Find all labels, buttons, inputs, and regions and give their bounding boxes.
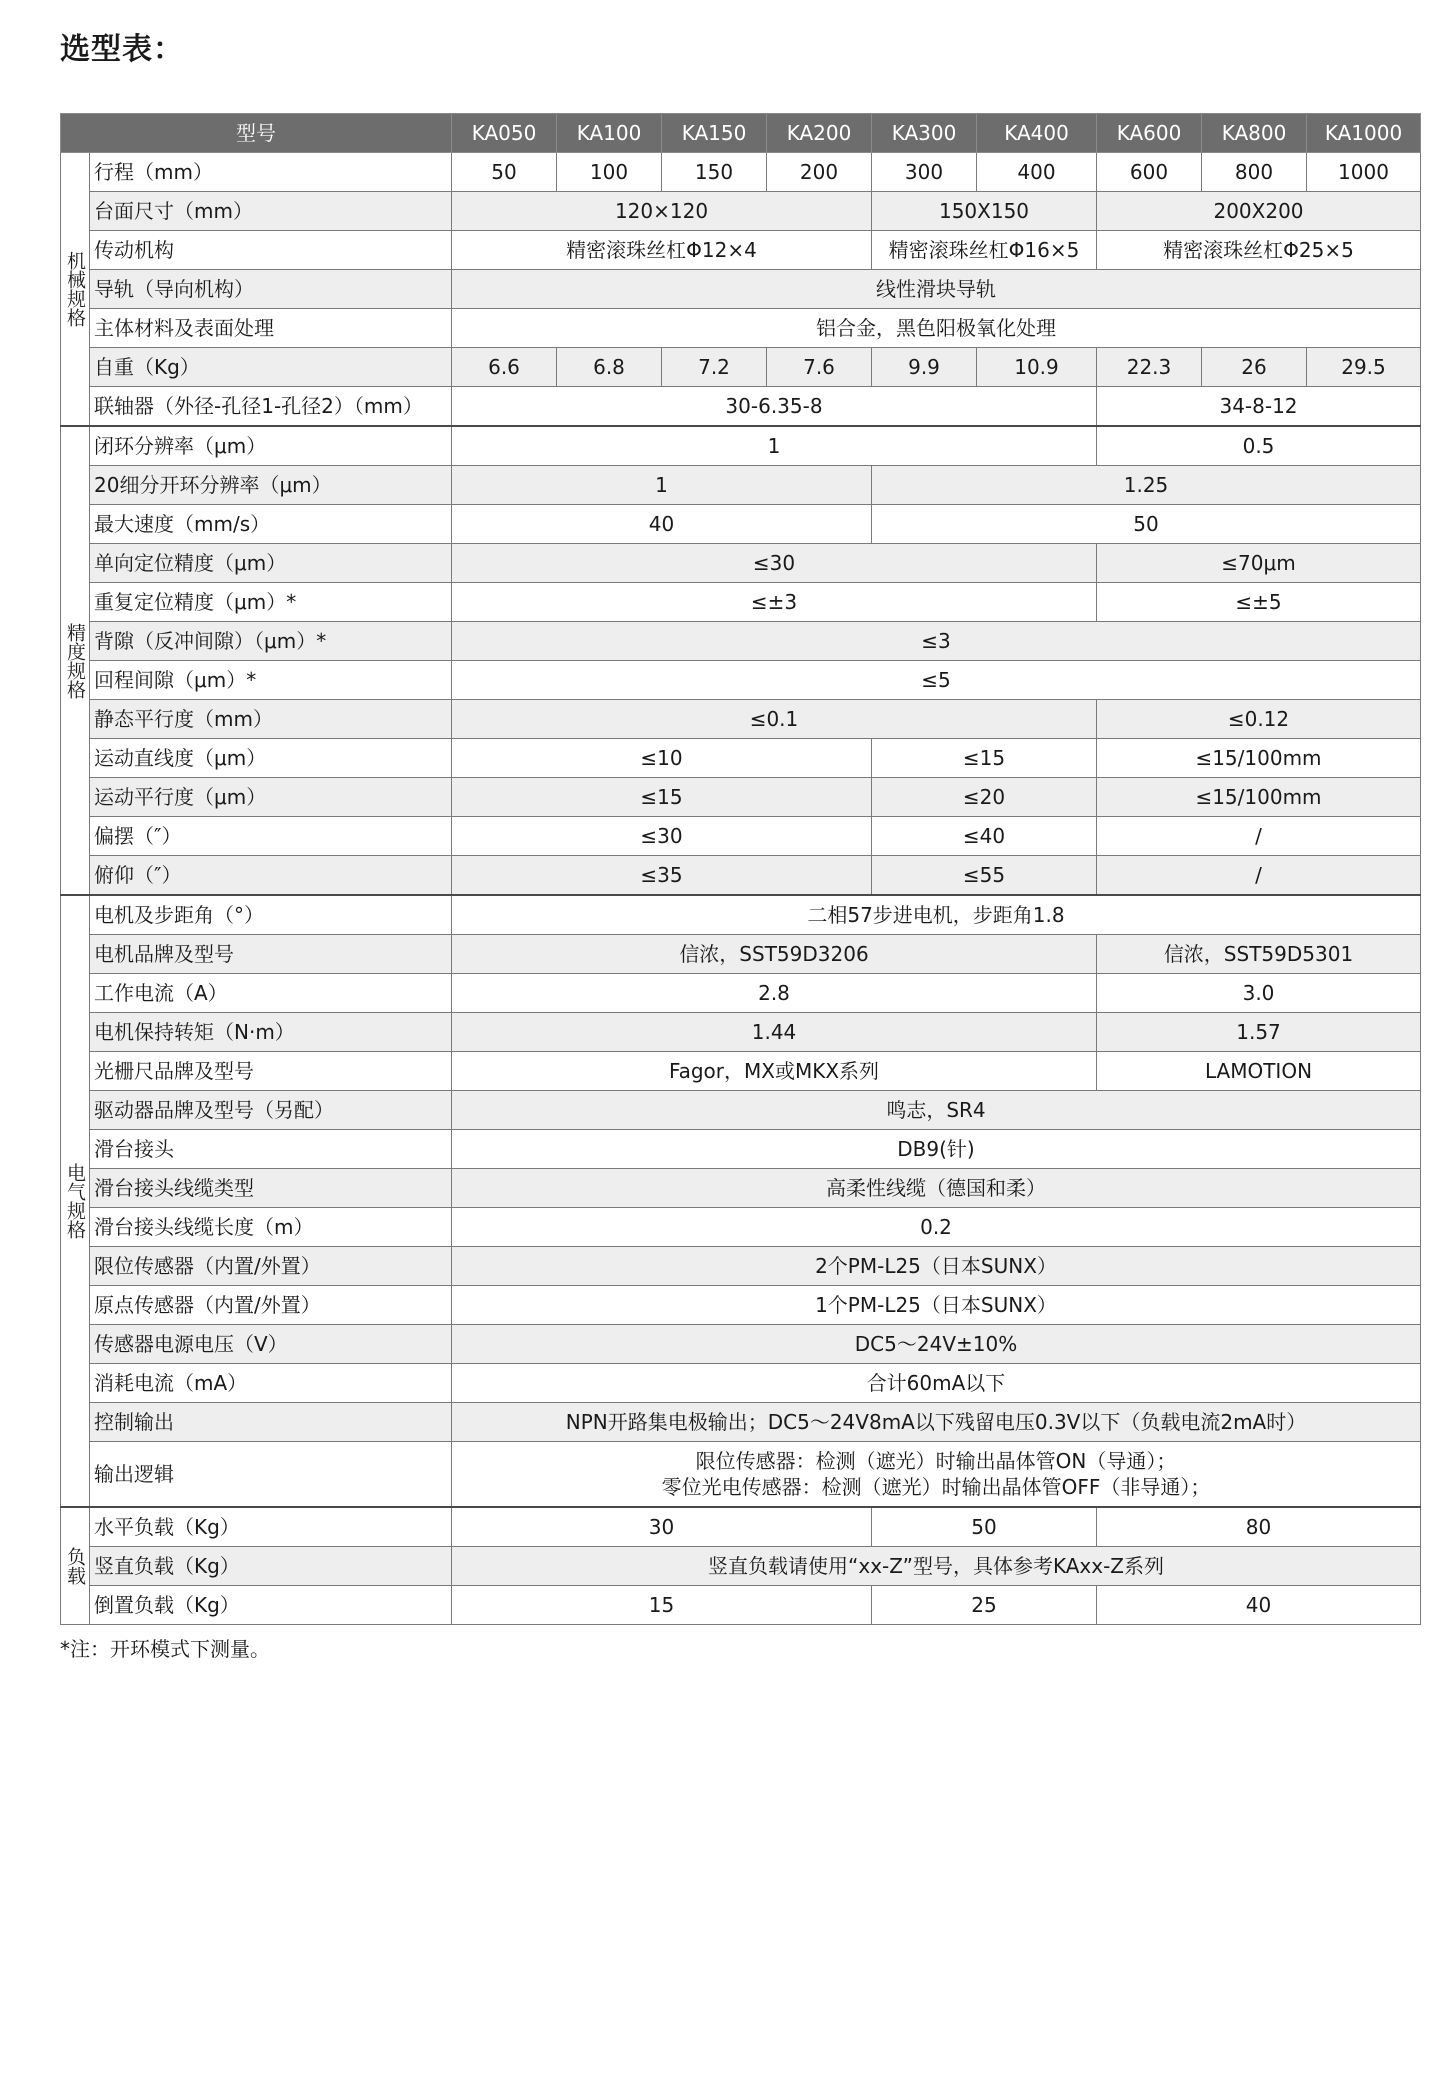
cell: ≤70μm	[1097, 544, 1421, 583]
cell: 10.9	[977, 348, 1097, 387]
cell: /	[1097, 817, 1421, 856]
row-label: 联轴器（外径-孔径1-孔径2）（mm）	[90, 387, 452, 427]
model-col: KA150	[662, 114, 767, 153]
cell: 高柔性线缆（德国和柔）	[452, 1169, 1421, 1208]
row-label: 偏摆（″）	[90, 817, 452, 856]
cell: 25	[872, 1586, 1097, 1625]
table-row	[61, 1091, 1421, 1130]
row-label: 滑台接头	[90, 1130, 452, 1169]
table-row	[61, 1547, 1421, 1586]
cell: ≤30	[452, 544, 1097, 583]
cell: 26	[1202, 348, 1307, 387]
model-col: KA400	[977, 114, 1097, 153]
cell: ≤15	[872, 739, 1097, 778]
cell: ≤3	[452, 622, 1421, 661]
table-row	[61, 1442, 1421, 1508]
table-row	[61, 1052, 1421, 1091]
footnote: *注：开环模式下测量。	[60, 1637, 270, 1661]
row-label: 原点传感器（内置/外置）	[90, 1286, 452, 1325]
row-label: 单向定位精度（μm）	[90, 544, 452, 583]
section-load: 负载	[61, 1507, 90, 1625]
model-col: KA1000	[1307, 114, 1421, 153]
cell: 40	[452, 505, 872, 544]
row-label: 自重（Kg）	[90, 348, 452, 387]
cell: 200	[767, 153, 872, 192]
cell: 800	[1202, 153, 1307, 192]
table-row	[61, 661, 1421, 700]
row-label: 闭环分辨率（μm）	[90, 426, 452, 466]
cell: DB9(针)	[452, 1130, 1421, 1169]
cell: 9.9	[872, 348, 977, 387]
table-row	[61, 1286, 1421, 1325]
row-label: 光栅尺品牌及型号	[90, 1052, 452, 1091]
cell: LAMOTION	[1097, 1052, 1421, 1091]
cell: 精密滚珠丝杠Φ16×5	[872, 231, 1097, 270]
cell: ≤20	[872, 778, 1097, 817]
cell: 300	[872, 153, 977, 192]
row-label: 20细分开环分辨率（μm）	[90, 466, 452, 505]
cell: 100	[557, 153, 662, 192]
cell: 150X150	[872, 192, 1097, 231]
cell: 30	[452, 1507, 872, 1547]
selection-table	[60, 113, 1421, 1625]
row-label: 滑台接头线缆类型	[90, 1169, 452, 1208]
cell: 200X200	[1097, 192, 1421, 231]
cell: 鸣志，SR4	[452, 1091, 1421, 1130]
cell: 1.44	[452, 1013, 1097, 1052]
cell: 29.5	[1307, 348, 1421, 387]
cell: 2.8	[452, 974, 1097, 1013]
section-precision: 精度规格	[61, 426, 90, 895]
row-label: 台面尺寸（mm）	[90, 192, 452, 231]
table-row	[61, 387, 1421, 427]
row-label: 重复定位精度（μm）*	[90, 583, 452, 622]
cell: 7.2	[662, 348, 767, 387]
table-row	[61, 1325, 1421, 1364]
table-row	[61, 622, 1421, 661]
row-label: 最大速度（mm/s）	[90, 505, 452, 544]
row-label: 电机品牌及型号	[90, 935, 452, 974]
table-row	[61, 583, 1421, 622]
cell: 34-8-12	[1097, 387, 1421, 427]
cell: 6.8	[557, 348, 662, 387]
cell: /	[1097, 856, 1421, 896]
row-label: 传感器电源电压（V）	[90, 1325, 452, 1364]
row-label: 输出逻辑	[90, 1442, 452, 1508]
row-label: 电机及步距角（°）	[90, 895, 452, 935]
output-logic-line: 限位传感器：检测（遮光）时输出晶体管ON（导通）；	[695, 1449, 1177, 1473]
table-row	[61, 700, 1421, 739]
cell: ≤15/100mm	[1097, 778, 1421, 817]
table-row	[61, 895, 1421, 935]
cell: ≤55	[872, 856, 1097, 896]
cell: 30-6.35-8	[452, 387, 1097, 427]
table-row	[61, 1247, 1421, 1286]
cell: 信浓，SST59D5301	[1097, 935, 1421, 974]
table-row	[61, 817, 1421, 856]
cell: NPN开路集电极输出；DC5～24V8mA以下残留电压0.3V以下（负载电流2mA时）	[452, 1403, 1421, 1442]
cell: 40	[1097, 1586, 1421, 1625]
page-title: 选型表：	[60, 32, 184, 67]
cell: ≤10	[452, 739, 872, 778]
cell: 120×120	[452, 192, 872, 231]
table-row	[61, 974, 1421, 1013]
cell: 精密滚珠丝杠Φ25×5	[1097, 231, 1421, 270]
cell: 0.2	[452, 1208, 1421, 1247]
row-label: 控制输出	[90, 1403, 452, 1442]
cell: ≤15/100mm	[1097, 739, 1421, 778]
cell: ≤0.12	[1097, 700, 1421, 739]
cell: 6.6	[452, 348, 557, 387]
table-row	[61, 270, 1421, 309]
cell-output-logic	[452, 1442, 1421, 1508]
model-col: KA100	[557, 114, 662, 153]
row-label: 电机保持转矩（N·m）	[90, 1013, 452, 1052]
cell: 2个PM-L25（日本SUNX）	[452, 1247, 1421, 1286]
model-header: 型号	[61, 114, 452, 153]
row-label: 水平负载（Kg）	[90, 1507, 452, 1547]
table-row	[61, 192, 1421, 231]
header-row	[61, 114, 1421, 153]
section-electrical: 电气规格	[61, 895, 90, 1507]
table-row	[61, 1507, 1421, 1547]
table-row	[61, 1013, 1421, 1052]
table-row	[61, 856, 1421, 896]
row-label: 驱动器品牌及型号（另配）	[90, 1091, 452, 1130]
table-row	[61, 1208, 1421, 1247]
model-col: KA050	[452, 114, 557, 153]
row-label: 传动机构	[90, 231, 452, 270]
table-row	[61, 153, 1421, 192]
table-row	[61, 739, 1421, 778]
cell: 600	[1097, 153, 1202, 192]
table-row	[61, 935, 1421, 974]
cell: 7.6	[767, 348, 872, 387]
row-label: 背隙（反冲间隙）（μm）*	[90, 622, 452, 661]
cell: ≤5	[452, 661, 1421, 700]
row-label: 运动直线度（μm）	[90, 739, 452, 778]
cell: 铝合金，黑色阳极氧化处理	[452, 309, 1421, 348]
cell: 1.57	[1097, 1013, 1421, 1052]
row-label: 俯仰（″）	[90, 856, 452, 896]
cell: 3.0	[1097, 974, 1421, 1013]
cell: ≤40	[872, 817, 1097, 856]
table-row	[61, 466, 1421, 505]
table-row	[61, 1130, 1421, 1169]
cell: 150	[662, 153, 767, 192]
cell: 1	[452, 466, 872, 505]
cell: 400	[977, 153, 1097, 192]
row-label: 消耗电流（mA）	[90, 1364, 452, 1403]
row-label: 导轨（导向机构）	[90, 270, 452, 309]
cell: 0.5	[1097, 426, 1421, 466]
row-label: 限位传感器（内置/外置）	[90, 1247, 452, 1286]
row-label: 倒置负载（Kg）	[90, 1586, 452, 1625]
cell: 50	[872, 1507, 1097, 1547]
table-row	[61, 1169, 1421, 1208]
model-col: KA200	[767, 114, 872, 153]
output-logic-line: 零位光电传感器：检测（遮光）时输出晶体管OFF（非导通）；	[661, 1475, 1211, 1499]
cell: 1个PM-L25（日本SUNX）	[452, 1286, 1421, 1325]
row-label: 静态平行度（mm）	[90, 700, 452, 739]
table-row	[61, 1364, 1421, 1403]
cell: 信浓，SST59D3206	[452, 935, 1097, 974]
model-col: KA600	[1097, 114, 1202, 153]
model-col: KA800	[1202, 114, 1307, 153]
cell: ≤0.1	[452, 700, 1097, 739]
cell: 50	[872, 505, 1421, 544]
table-row	[61, 544, 1421, 583]
cell: 1	[452, 426, 1097, 466]
table-row	[61, 309, 1421, 348]
row-label: 回程间隙（μm）*	[90, 661, 452, 700]
table-row	[61, 231, 1421, 270]
cell: 1000	[1307, 153, 1421, 192]
cell: ≤15	[452, 778, 872, 817]
row-label: 运动平行度（μm）	[90, 778, 452, 817]
table-row	[61, 1586, 1421, 1625]
cell: ≤35	[452, 856, 872, 896]
table-row	[61, 426, 1421, 466]
cell: DC5～24V±10%	[452, 1325, 1421, 1364]
cell: Fagor，MX或MKX系列	[452, 1052, 1097, 1091]
cell: ≤±5	[1097, 583, 1421, 622]
table-row	[61, 778, 1421, 817]
cell: 22.3	[1097, 348, 1202, 387]
cell: 15	[452, 1586, 872, 1625]
cell: 线性滑块导轨	[452, 270, 1421, 309]
cell: 80	[1097, 1507, 1421, 1547]
table-row	[61, 505, 1421, 544]
cell: 50	[452, 153, 557, 192]
cell: 合计60mA以下	[452, 1364, 1421, 1403]
row-label: 滑台接头线缆长度（m）	[90, 1208, 452, 1247]
cell: 精密滚珠丝杠Φ12×4	[452, 231, 872, 270]
table-row	[61, 348, 1421, 387]
row-label: 竖直负载（Kg）	[90, 1547, 452, 1586]
cell: ≤±3	[452, 583, 1097, 622]
cell: 1.25	[872, 466, 1421, 505]
cell: 竖直负载请使用“xx-Z”型号，具体参考KAxx-Z系列	[452, 1547, 1421, 1586]
model-col: KA300	[872, 114, 977, 153]
cell: 二相57步进电机，步距角1.8	[452, 895, 1421, 935]
row-label: 行程（mm）	[90, 153, 452, 192]
row-label: 主体材料及表面处理	[90, 309, 452, 348]
cell: ≤30	[452, 817, 872, 856]
row-label: 工作电流（A）	[90, 974, 452, 1013]
section-mechanical: 机械规格	[61, 153, 90, 427]
table-row	[61, 1403, 1421, 1442]
